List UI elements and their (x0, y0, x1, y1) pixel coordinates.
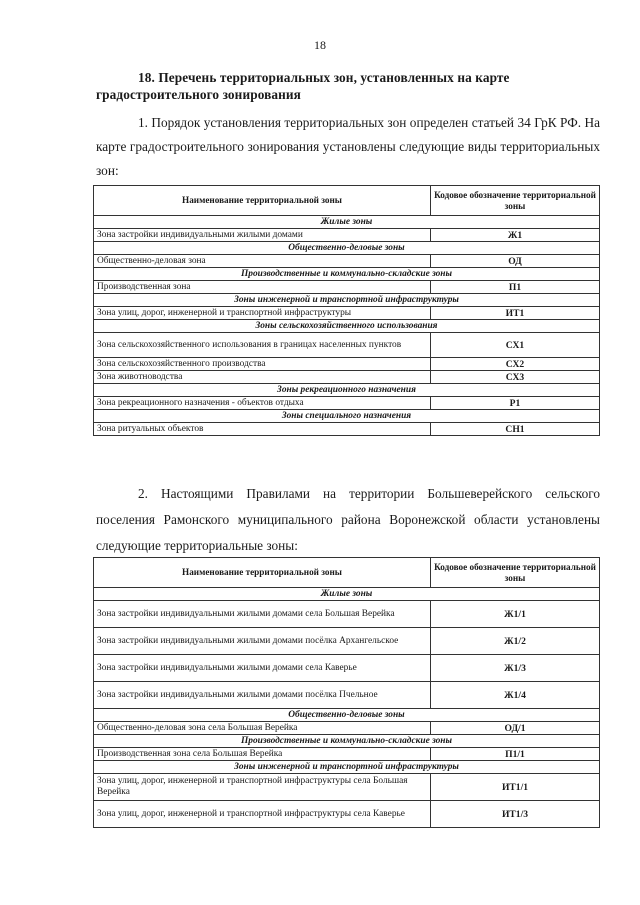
zone-name: Общественно-деловая зона села Большая Верейка (94, 722, 431, 735)
group-agricultural: Зоны сельскохозяйственного использования (94, 320, 600, 333)
group-row (94, 761, 600, 774)
table-row (94, 333, 600, 358)
table-row (94, 682, 600, 709)
table-row (94, 307, 600, 320)
group-residential: Жилые зоны (94, 216, 600, 229)
zone-code: Р1 (431, 397, 600, 410)
paragraph-2: 2. Настоящими Правилами на территории Большеверейского сельского поселения Рамонского муниципального района Воронежской области установлены следующие территориальные зоны: (96, 486, 600, 553)
header-zone-code: Кодовое обозначение территориальной зоны (431, 186, 600, 216)
group-recreation: Зоны рекреационного назначения (94, 384, 600, 397)
table-row (94, 397, 600, 410)
table-row (94, 423, 600, 436)
group-industrial: Производственные и коммунально-складские зоны (94, 268, 600, 281)
zone-code: Ж1/2 (431, 628, 600, 655)
table-header-row (94, 558, 600, 588)
zone-code: П1 (431, 281, 600, 294)
zone-code: ОД (431, 255, 600, 268)
zone-name: Зона животноводства (94, 371, 431, 384)
zone-name: Зона сельскохозяйственного производства (94, 358, 431, 371)
header-zone-name: Наименование территориальной зоны (94, 558, 431, 588)
table-row (94, 281, 600, 294)
zone-code: ИТ1 (431, 307, 600, 320)
group-residential: Жилые зоны (94, 588, 600, 601)
zone-name: Зона рекреационного назначения - объектов отдыха (94, 397, 431, 410)
group-row (94, 384, 600, 397)
zone-code: СХ3 (431, 371, 600, 384)
zone-code: СХ1 (431, 333, 600, 358)
group-row (94, 268, 600, 281)
table-row (94, 255, 600, 268)
table-row (94, 748, 600, 761)
group-row (94, 216, 600, 229)
zone-code: Ж1/3 (431, 655, 600, 682)
zone-name: Зона улиц, дорог, инженерной и транспортной инфраструктуры (94, 307, 431, 320)
zone-name: Зона сельскохозяйственного использования в границах населенных пунктов (94, 333, 431, 358)
table-row (94, 601, 600, 628)
header-zone-code: Кодовое обозначение территориальной зоны (431, 558, 600, 588)
zone-name: Зона застройки индивидуальными жилыми домами села Большая Верейка (94, 601, 431, 628)
zone-name: Зона ритуальных объектов (94, 423, 431, 436)
table-row (94, 628, 600, 655)
zone-code: СХ2 (431, 358, 600, 371)
zone-code: ОД/1 (431, 722, 600, 735)
table-row (94, 371, 600, 384)
group-business: Общественно-деловые зоны (94, 242, 600, 255)
paragraph-1: 1. Порядок установления территориальных зон определен статьей 34 ГрК РФ. На карте градостроительного зонирования установлены следующие виды территориальных зон: (96, 115, 600, 178)
group-row (94, 410, 600, 423)
group-row (94, 320, 600, 333)
table-row (94, 722, 600, 735)
territorial-zones-table-1 (93, 185, 600, 436)
zone-name: Производственная зона села Большая Верейка (94, 748, 431, 761)
section-title: 18. Перечень территориальных зон, установленных на карте градостроительного зонирования (96, 70, 510, 102)
zone-name: Зона улиц, дорог, инженерной и транспортной инфраструктуры села Большая Верейка (94, 774, 431, 801)
group-special: Зоны специального назначения (94, 410, 600, 423)
zone-name: Общественно-деловая зона (94, 255, 431, 268)
territorial-zones-table-2 (93, 557, 600, 828)
table-row (94, 655, 600, 682)
zone-code: Ж1/4 (431, 682, 600, 709)
group-row (94, 588, 600, 601)
zone-code: Ж1/1 (431, 601, 600, 628)
group-row (94, 242, 600, 255)
table-row (94, 801, 600, 828)
zone-code: Ж1 (431, 229, 600, 242)
zone-code: ИТ1/3 (431, 801, 600, 828)
group-row (94, 709, 600, 722)
zone-name: Зона застройки индивидуальными жилыми домами посёлка Архангельское (94, 628, 431, 655)
table-header-row (94, 186, 600, 216)
group-row (94, 294, 600, 307)
zone-name: Зона застройки индивидуальными жилыми домами посёлка Пчельное (94, 682, 431, 709)
group-infrastructure: Зоны инженерной и транспортной инфраструктуры (94, 761, 600, 774)
group-infrastructure: Зоны инженерной и транспортной инфраструктуры (94, 294, 600, 307)
zone-code: П1/1 (431, 748, 600, 761)
zone-code: СН1 (431, 423, 600, 436)
table-row (94, 358, 600, 371)
page-number: 18 (314, 38, 326, 52)
group-row (94, 735, 600, 748)
header-zone-name: Наименование территориальной зоны (94, 186, 431, 216)
zone-code: ИТ1/1 (431, 774, 600, 801)
group-industrial: Производственные и коммунально-складские зоны (94, 735, 600, 748)
table-row (94, 774, 600, 801)
group-business: Общественно-деловые зоны (94, 709, 600, 722)
zone-name: Зона застройки индивидуальными жилыми домами (94, 229, 431, 242)
zone-name: Производственная зона (94, 281, 431, 294)
zone-name: Зона улиц, дорог, инженерной и транспортной инфраструктуры села Каверье (94, 801, 431, 828)
zone-name: Зона застройки индивидуальными жилыми домами села Каверье (94, 655, 431, 682)
table-row (94, 229, 600, 242)
